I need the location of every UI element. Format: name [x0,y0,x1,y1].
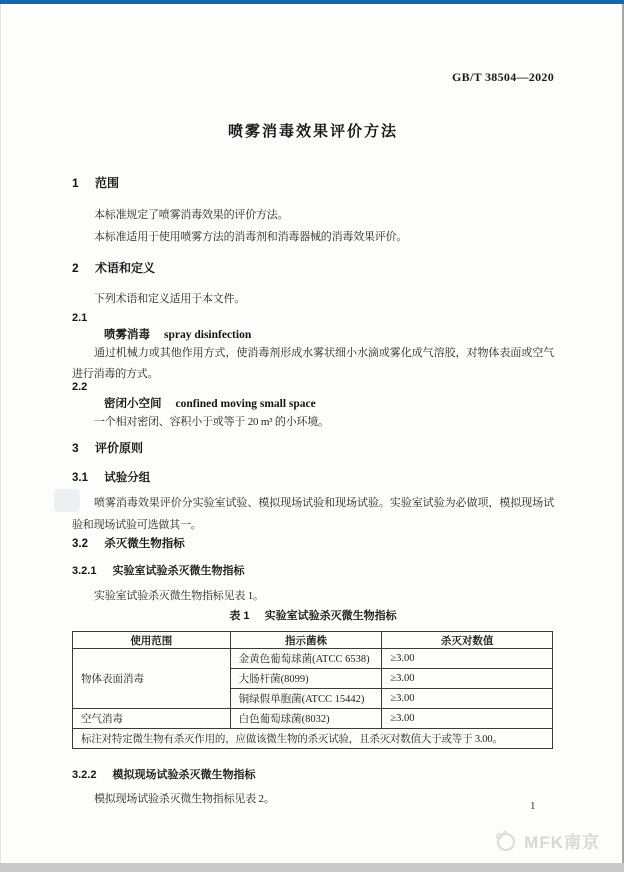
section-3-2-title: 杀灭微生物指标 [104,538,185,550]
table-1-header-strain: 指示菌株 [230,632,382,649]
table-1 [72,631,553,749]
section-3-heading [72,440,554,457]
table-cell-value: ≥3.00 [382,649,553,669]
section-3-2-2-paragraph: 模拟现场试验杀灭微生物指标见表 2。 [94,793,275,805]
mfk-logo-icon [493,829,517,853]
section-3-2-heading [72,536,554,553]
table-footnote: 标注对特定微生物有杀灭作用的，应做该微生物的杀灭试验，且杀灭对数值大于或等于 3.00。 [73,729,553,749]
section-3-2-2-heading [72,767,554,784]
term-2-1-en: spray disinfection [164,329,252,341]
section-3-2-1-heading [72,563,554,580]
standard-number: GB/T 38504—2020 [452,70,554,84]
term-2-2-en: confined moving small space [175,398,316,410]
section-3-1-number: 3.1 [72,472,88,484]
section-1-heading [72,175,554,192]
section-1-paragraph-1: 本标准规定了喷雾消毒效果的评价方法。 [94,209,289,221]
table-row [73,649,553,669]
term-2-1-number: 2.1 [72,312,88,324]
section-3-2-1-title: 实验室试验杀灭微生物指标 [112,565,245,577]
table-footnote-row [73,729,553,749]
watermark [493,828,600,853]
section-3-1-title: 试验分组 [104,472,151,484]
table-cell-strain: 金黄色葡萄球菌(ATCC 6538) [230,649,382,669]
table-1-header-row [73,632,553,649]
term-2-1-line [72,326,554,343]
section-3-title: 评价原则 [95,441,144,455]
table-cell-value: ≥3.00 [382,669,553,689]
section-2-heading [72,260,554,277]
table-1-header-value: 杀灭对数值 [382,632,553,649]
table-1-header-scope: 使用范围 [73,632,231,649]
term-2-1-definition: 通过机械力或其他作用方式，使消毒剂形成水雾状细小水滴或雾化成气溶胶，对物体表面或空气进行消毒的方式。 [72,347,554,380]
section-3-2-2-title: 模拟现场试验杀灭微生物指标 [112,769,256,781]
term-2-2-definition: 一个相对密闭、容积小于或等于 20 m³ 的小环境。 [94,416,329,428]
table-cell-scope-air: 空气消毒 [73,709,231,729]
section-1-number: 1 [72,176,79,190]
section-1-title: 范围 [95,176,120,190]
section-3-1-paragraph: 喷雾消毒效果评价分实验室试验、模拟现场试验和现场试验。实验室试验为必做项，模拟现场试验和现场试验可选做其一。 [72,497,554,531]
term-2-1-zh: 喷雾消毒 [104,329,150,341]
document-page [0,4,624,863]
page-number: 1 [530,800,536,812]
table-cell-strain: 白色葡萄球菌(8032) [230,709,382,729]
table-1-caption [72,608,554,625]
section-2-intro: 下列术语和定义适用于本文件。 [94,293,246,305]
section-3-2-1-number: 3.2.1 [72,565,97,577]
section-2-number: 2 [72,261,79,275]
section-3-2-2-number: 3.2.2 [72,769,97,781]
section-3-2-number: 3.2 [72,538,88,550]
term-2-2-number: 2.2 [72,381,88,393]
section-2-title: 术语和定义 [95,261,156,275]
table-cell-strain: 铜绿假单胞菌(ATCC 15442) [230,689,382,709]
table-cell-value: ≥3.00 [382,709,553,729]
table-cell-value: ≥3.00 [382,689,553,709]
term-2-2-zh: 密闭小空间 [104,398,162,410]
document-title: 喷雾消毒效果评价方法 [227,123,398,140]
table-1-caption-title: 实验室试验杀灭微生物指标 [264,610,397,622]
section-3-1-heading [72,470,554,487]
section-3-2-1-paragraph: 实验室试验杀灭微生物指标见表 1。 [94,590,264,602]
page-bottom-edge [0,863,624,872]
table-cell-scope-surface: 物体表面消毒 [73,649,231,709]
table-row [73,709,553,729]
table-cell-strain: 大肠杆菌(8099) [230,669,382,689]
watermark-text: MFK南京 [524,833,600,852]
section-1-paragraph-2: 本标准适用于使用喷雾方法的消毒剂和消毒器械的消毒效果评价。 [94,231,408,243]
term-2-2-line [72,395,554,412]
section-3-number: 3 [72,441,79,455]
page-content [72,70,554,810]
table-1-caption-label: 表 1 [229,610,250,622]
